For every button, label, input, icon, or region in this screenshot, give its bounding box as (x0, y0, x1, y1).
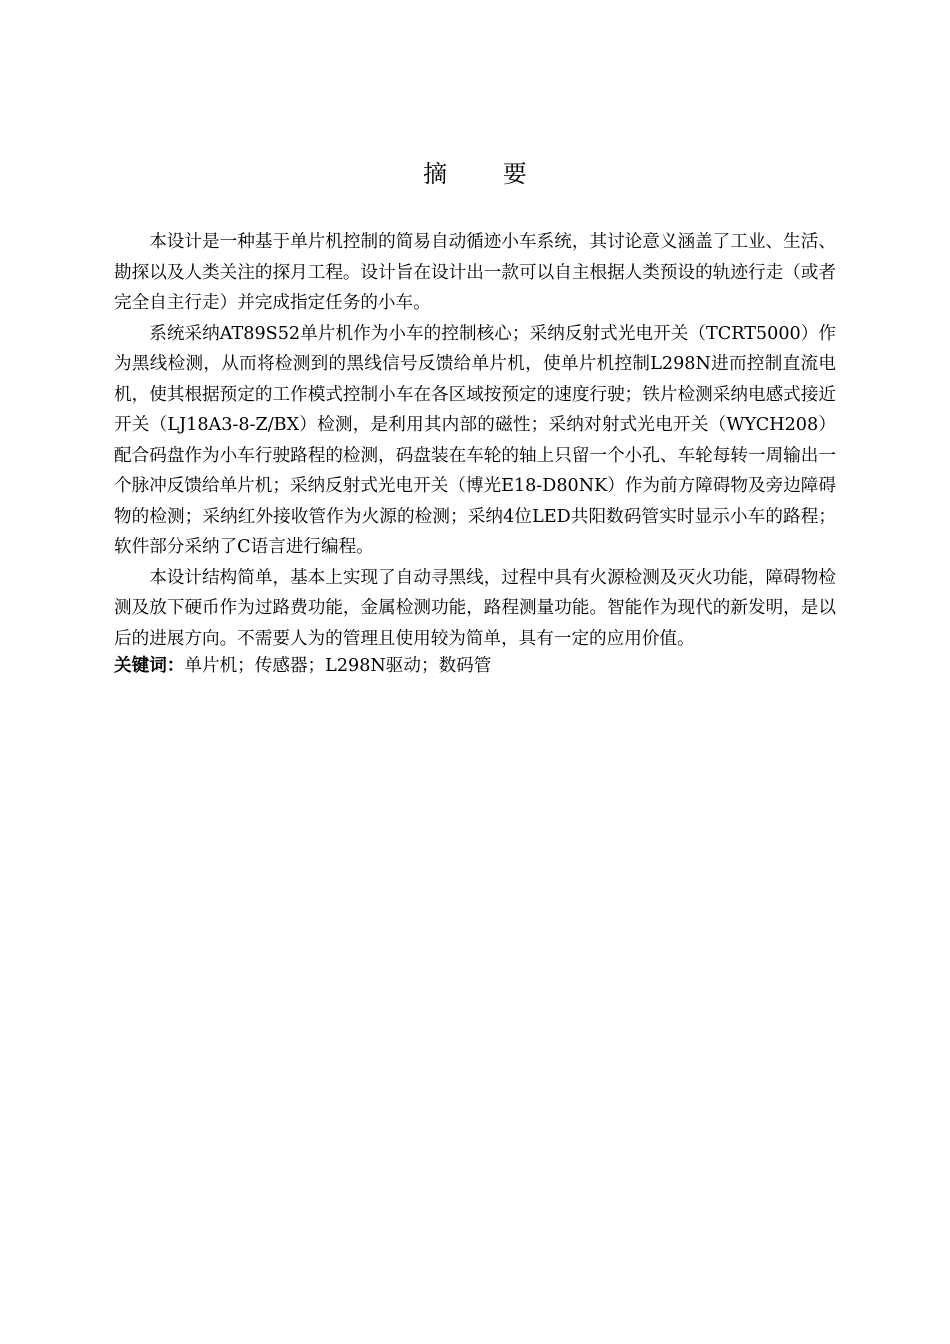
abstract-paragraph-3: 本设计结构简单，基本上实现了自动寻黑线，过程中具有火源检测及灭火功能，障碍物检测及放下硬币作为过路费功能，金属检测功能，路程测量功能。智能作为现代的新发明，是以后的进展方向。不需要人为的管理且使用较为简单，具有一定的应用价值。 (114, 567, 836, 649)
abstract-body (114, 227, 836, 678)
keywords-text: 单片机；传感器；L298N驱动；数码管 (184, 656, 492, 676)
abstract-paragraph-1: 本设计是一种基于单片机控制的简易自动循迹小车系统，其讨论意义涵盖了工业、生活、勘探以及人类关注的探月工程。设计旨在设计出一款可以自主根据人类预设的轨迹行走（或者完全自主行走）并完成指定任务的小车。 (114, 232, 836, 313)
keywords-line (114, 654, 836, 678)
abstract-title: 摘 要 (423, 160, 551, 188)
keywords-label: 关键词： (114, 656, 185, 676)
abstract-paragraph-2: 系统采纳AT89S52单片机作为小车的控制核心；采纳反射式光电开关（TCRT5000）作为黑线检测，从而将检测到的黑线信号反馈给单片机，使单片机控制L298N进而控制直流电机，使其根据预定的工作模式控制小车在各区域按预定的速度行驶；铁片检测采纳电感式接近开关（LJ18A3-8-Z/BX）检测，是利用其内部的磁性；采纳对射式光电开关（WYCH208）配合码盘作为小车行驶路程的检测，码盘装在车轮的轴上只留一个小孔、车轮每转一周输出一个脉冲反馈给单片机；采纳反射式光电开关（博光E18-D80NK）作为前方障碍物及旁边障碍物的检测；采纳红外接收管作为火源的检测；采纳4位LED共阳数码管实时显示小车的路程；软件部分采纳了C语言进行编程。 (114, 323, 836, 557)
